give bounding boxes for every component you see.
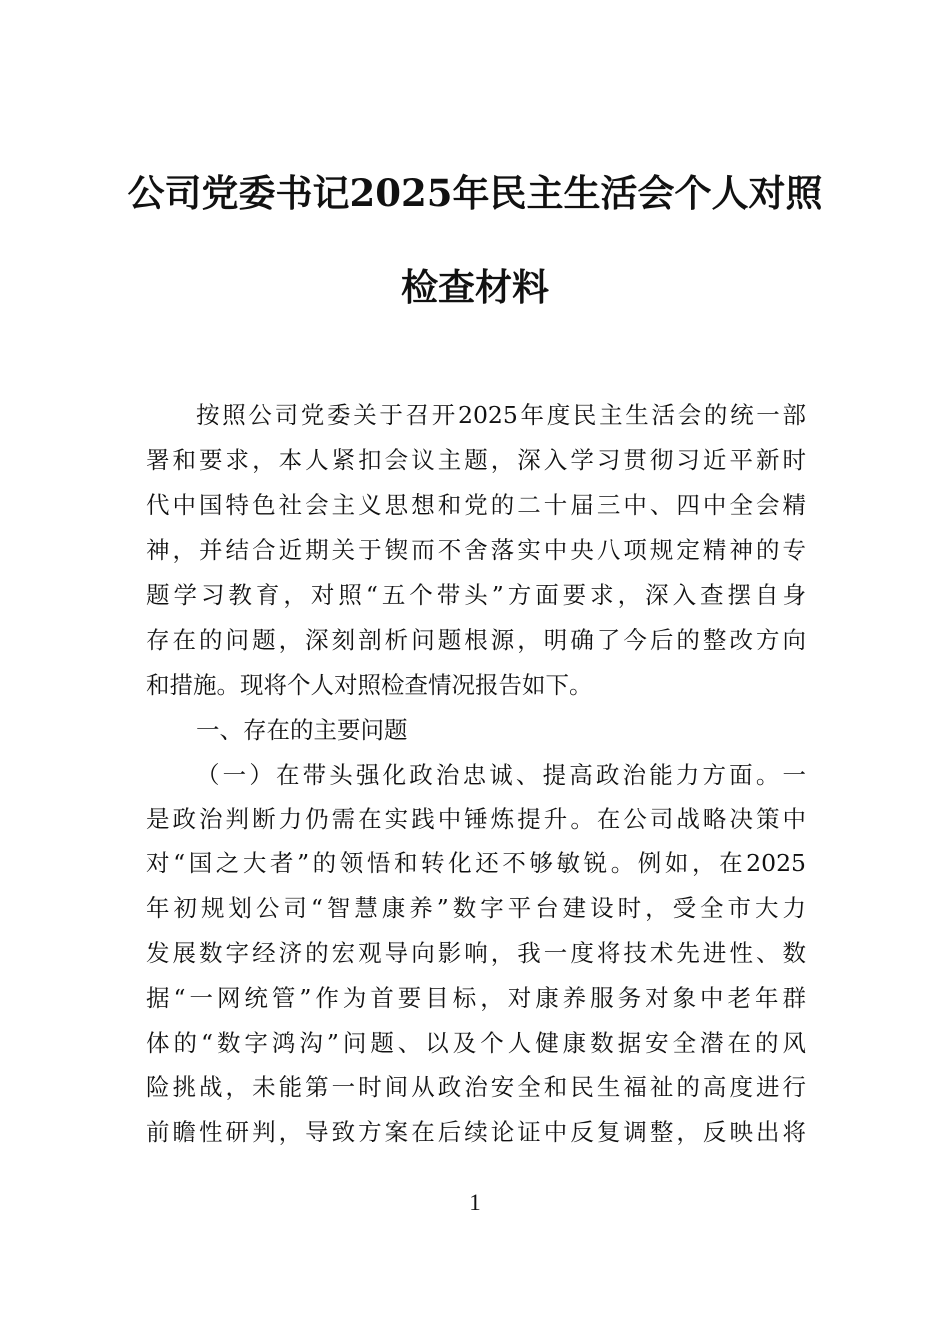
intro-line: 和措施。现将个人对照检查情况报告如下。 xyxy=(146,671,593,699)
section-heading: 一、存在的主要问题 xyxy=(196,716,408,744)
page-number: 1 xyxy=(469,1190,481,1215)
document-title-line-1: 公司党委书记2025年民主生活会个人对照 xyxy=(127,171,823,215)
section-line: 险挑战，未能第一时间从政治安全和民生福祉的高度进行 xyxy=(146,1073,806,1101)
section-line: 据“一网统管”作为首要目标，对康养服务对象中老年群 xyxy=(146,984,806,1012)
intro-line: 存在的问题，深刻剖析问题根源，明确了今后的整改方向 xyxy=(146,626,806,654)
section-line: 体的“数字鸿沟”问题、以及个人健康数据安全潜在的风 xyxy=(146,1029,806,1057)
document-title-line-2: 检查材料 xyxy=(401,265,549,309)
intro-line: 按照公司党委关于召开2025年度民主生活会的统一部 xyxy=(196,401,806,429)
section-line: （一）在带头强化政治忠诚、提高政治能力方面。一 xyxy=(196,761,806,789)
section-line: 发展数字经济的宏观导向影响，我一度将技术先进性、数 xyxy=(146,939,806,967)
section-line: 是政治判断力仍需在实践中锤炼提升。在公司战略决策中 xyxy=(146,805,806,833)
intro-line: 题学习教育，对照“五个带头”方面要求，深入查摆自身 xyxy=(146,581,806,609)
section-line: 对“国之大者”的领悟和转化还不够敏锐。例如，在2025 xyxy=(146,849,806,877)
intro-line: 署和要求，本人紧扣会议主题，深入学习贯彻习近平新时 xyxy=(146,446,806,474)
section-line: 年初规划公司“智慧康养”数字平台建设时，受全市大力 xyxy=(146,894,806,922)
intro-line: 神，并结合近期关于锲而不舍落实中央八项规定精神的专 xyxy=(146,536,806,564)
section-line: 前瞻性研判，导致方案在后续论证中反复调整，反映出将 xyxy=(146,1118,806,1146)
intro-line: 代中国特色社会主义思想和党的二十届三中、四中全会精 xyxy=(146,491,806,519)
